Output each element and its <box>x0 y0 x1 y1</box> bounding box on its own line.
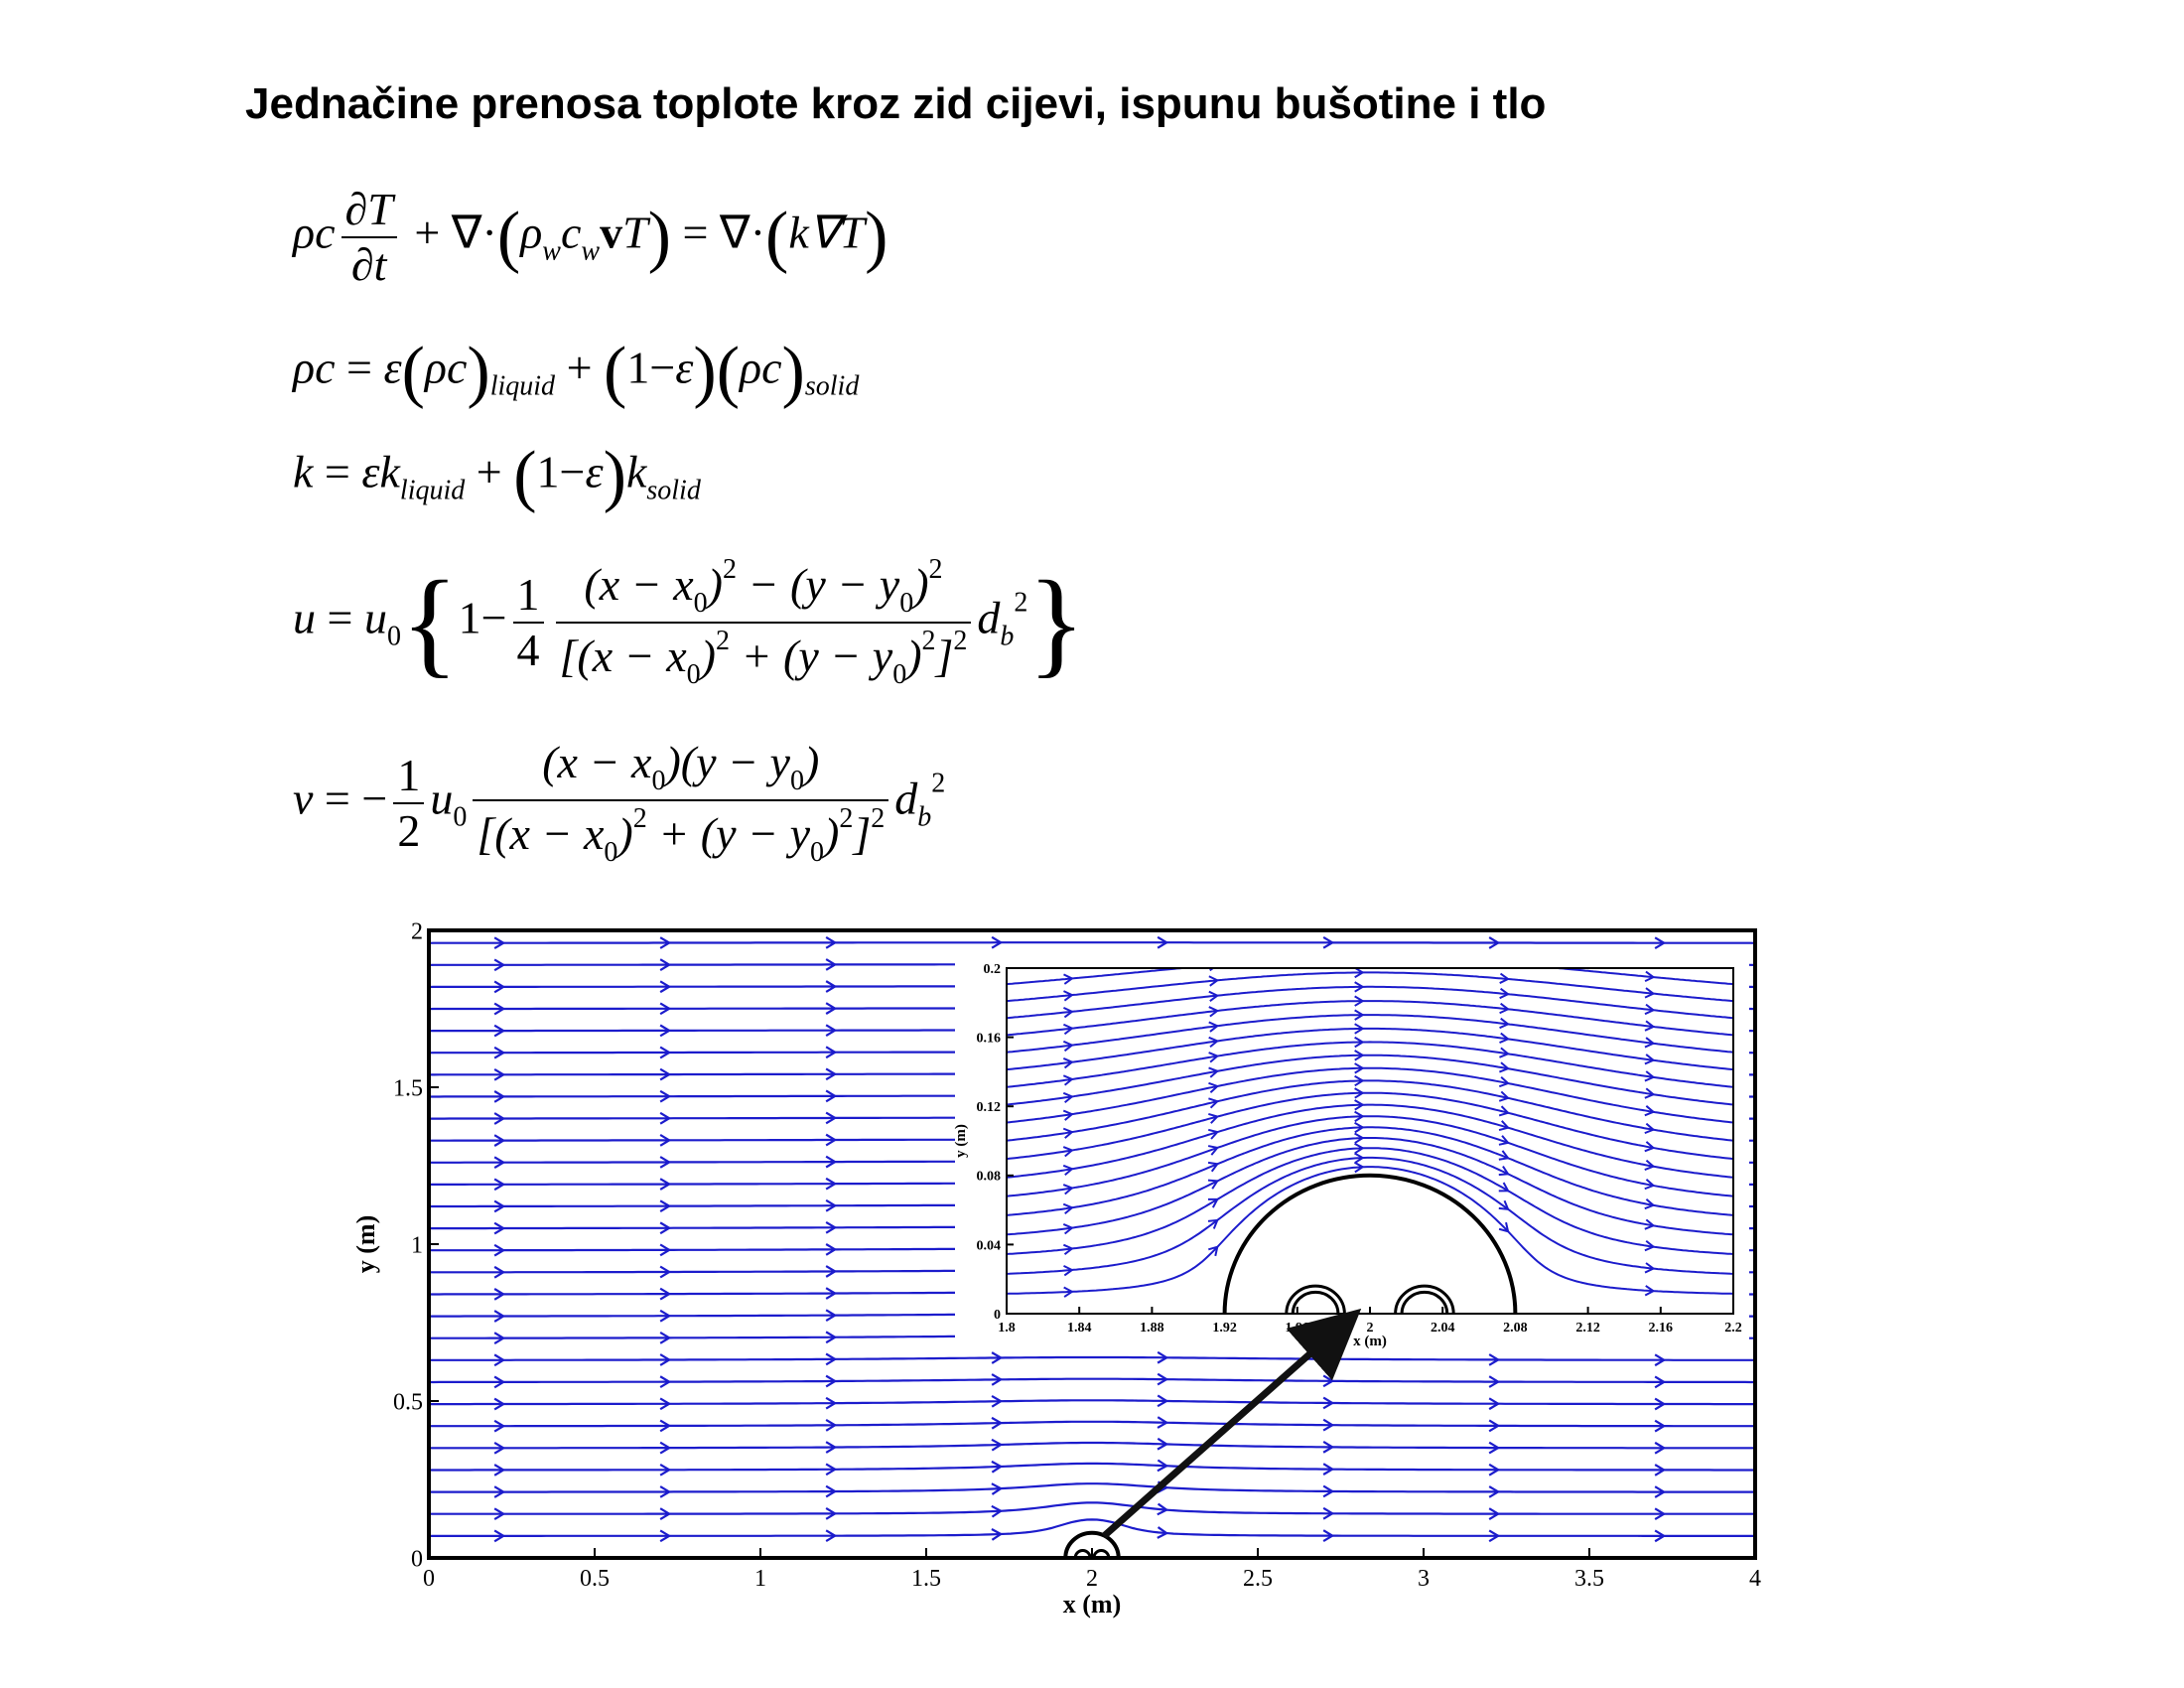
main-streamline <box>429 1443 1755 1448</box>
main-x-tick-label: 0.5 <box>580 1566 610 1592</box>
inset-y-tick-label: 0.04 <box>976 1238 1001 1254</box>
inset-x-tick-label: 1.88 <box>1140 1321 1164 1336</box>
main-x-tick-label: 1 <box>754 1566 766 1592</box>
main-y-tick-label: 2 <box>411 918 423 945</box>
inset-plot <box>953 923 1749 1349</box>
inset-x-tick-label: 2.2 <box>1724 1321 1742 1336</box>
inset-x-tick-label: 1.96 <box>1285 1321 1310 1336</box>
main-streamline <box>429 1357 1755 1360</box>
inset-x-tick-label: 2.08 <box>1503 1321 1528 1336</box>
main-y-tick-label: 0.5 <box>393 1389 423 1416</box>
inset-x-tick-label: 1.8 <box>998 1321 1016 1336</box>
inset-x-tick-label: 2.04 <box>1430 1321 1455 1336</box>
equation-velocity-u: $u = u_0\{1-$ $\frac{1}{4}$ $\frac{(x - x_0)^2 - (y - y_0)^2}{[(x - x_0)^2 + (y - y_0)^2]^2}$ $d_b^2$} <box>293 554 1086 690</box>
equation-energy-balance: ρc $\frac{\partial T}{\partial t}$ + $\nabla\cdot(\rho_wc_wvT) = \nabla\cdot(k\nabla T)$ <box>293 184 888 290</box>
inset-y-tick-label: 0.16 <box>976 1031 1001 1047</box>
inset-x-tick-label: 2.12 <box>1575 1321 1600 1336</box>
main-y-tick-label: 1 <box>411 1232 423 1259</box>
equation-heat-capacity: $\rho c = \varepsilon(\rho c)_{liquid} + (1-\varepsilon)(\rho c)_{solid}$ <box>293 334 860 410</box>
main-streamline <box>429 1483 1755 1491</box>
main-x-tick-label: 4 <box>1749 1566 1761 1592</box>
main-x-tick-label: 2 <box>1086 1566 1098 1592</box>
main-x-tick-label: 3.5 <box>1574 1566 1604 1592</box>
main-y-tick-label: 1.5 <box>393 1075 423 1102</box>
main-y-tick-label: 0 <box>411 1546 423 1573</box>
page-title: Jednačine prenosa toplote kroz zid cijevi, ispunu bušotine i tlo <box>245 79 1547 128</box>
inset-flow-arrow <box>1645 939 1654 949</box>
main-streamline <box>429 1422 1755 1426</box>
inset-x-axis-label: x (m) <box>1353 1334 1387 1350</box>
main-streamline <box>429 1502 1755 1513</box>
inset-y-axis-label: y (m) <box>953 1124 969 1158</box>
main-y-axis-label: y (m) <box>351 1214 380 1274</box>
equation-conductivity: $k = \varepsilon k_{liquid} + (1-\varepsilon)k_{solid}$ <box>293 438 701 514</box>
inset-x-tick-label: 1.84 <box>1066 1321 1092 1336</box>
main-streamline <box>429 1464 1755 1471</box>
zoom-arrow <box>1104 1332 1335 1536</box>
main-x-tick-label: 0 <box>423 1566 435 1592</box>
main-x-tick-label: 1.5 <box>911 1566 941 1592</box>
main-x-tick-label: 2.5 <box>1243 1566 1273 1592</box>
inset-y-tick-label: 0 <box>994 1307 1001 1323</box>
inset-x-tick-label: 2 <box>1366 1321 1374 1336</box>
inset-y-tick-label: 0.12 <box>976 1100 1001 1116</box>
main-streamline <box>429 1379 1755 1382</box>
main-x-tick-label: 3 <box>1418 1566 1430 1592</box>
equation-velocity-v: v = − $\frac{1}{2}$ $u_0$ $\frac{(x - x_0)(y - y_0)}{[(x - x_0)^2 + (y - y_0)^2]^2}$ $d_b^2$ <box>293 737 946 868</box>
main-streamline <box>429 1400 1755 1404</box>
inset-y-tick-label: 0.2 <box>983 961 1001 977</box>
inset-x-tick-label: 1.92 <box>1212 1321 1237 1336</box>
main-streamline <box>429 942 1755 943</box>
main-x-axis-label: x (m) <box>1062 1590 1122 1619</box>
inset-x-tick-label: 2.16 <box>1648 1321 1674 1336</box>
inset-y-tick-label: 0.08 <box>976 1169 1001 1185</box>
